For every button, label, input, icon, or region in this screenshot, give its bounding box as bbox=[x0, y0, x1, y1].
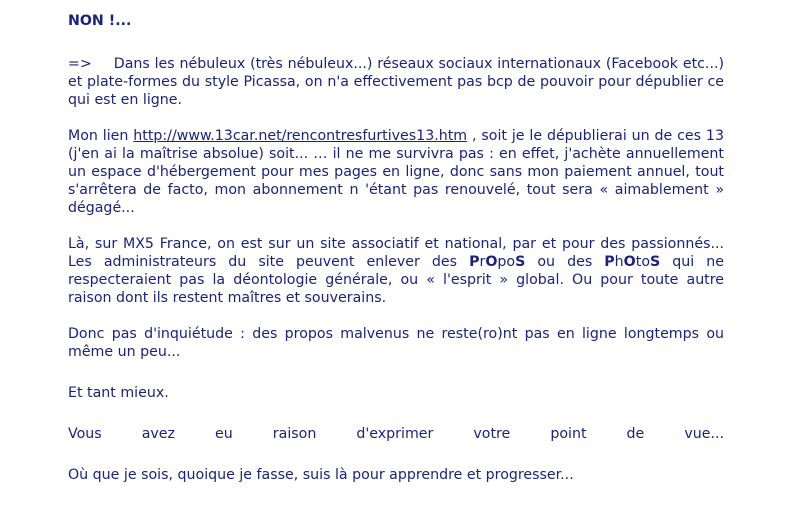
post-title: NON !... bbox=[68, 13, 132, 29]
paragraph-facebook bbox=[68, 55, 724, 109]
external-link[interactable]: http://www.13car.net/rencontresfurtives13.htm bbox=[133, 128, 468, 144]
paragraph-mx5-part3: qui ne respecteraient pas la déontologie générale, ou « l'esprit » global. Ou pour toute autre raison dont ils restent maîtres et souverains. bbox=[68, 254, 724, 306]
forum-post-body bbox=[68, 12, 724, 484]
paragraph-no-worry: Donc pas d'inquiétude : des propos malvenus ne reste(ro)nt pas en ligne longtemps ou même un peu... bbox=[68, 326, 724, 360]
arrow-marker: => bbox=[68, 56, 92, 72]
paragraph-facebook-text: Dans les nébuleux (très nébuleux...) réseaux sociaux internationaux (Facebook etc...) et plate-formes du style Picassa, on n'a effectivement pas bcp de pouvoir pour dépublier ce qui est en ligne. bbox=[68, 56, 724, 108]
paragraph-mx5 bbox=[68, 235, 724, 307]
paragraph-my-link bbox=[68, 127, 724, 217]
styled-word-photos: PhOtoS bbox=[604, 254, 661, 270]
paragraph-you-were-right: Vous avez eu raison d'exprimer votre point de vue... bbox=[68, 426, 724, 442]
styled-word-propos: PrOpoS bbox=[469, 254, 526, 270]
paragraph-learn-progress: Où que je sois, quoique je fasse, suis là pour apprendre et progresser... bbox=[68, 467, 574, 483]
paragraph-my-link-text: , soit je le dépublierai un de ces 13 (j'en ai la maîtrise absolue) soit... … il ne me survivra pas : en effet, j'achète annuellement un espace d'hébergement pour mes pages en ligne, donc sans mon paiement annuel, tout s'arrêtera de facto, mon abonnement n 'étant pas renouvelé, tout sera « aimablement » dégagé... bbox=[68, 128, 724, 216]
paragraph-so-much-better: Et tant mieux. bbox=[68, 385, 169, 401]
paragraph-mx5-part2: ou des bbox=[525, 254, 605, 270]
paragraph-mx5-part1: Là, sur MX5 France, on est sur un site associatif et national, par et pour des passionnés... Les administrateurs du site peuvent enlever des bbox=[68, 236, 724, 270]
paragraph-my-link-intro: Mon lien bbox=[68, 128, 134, 144]
